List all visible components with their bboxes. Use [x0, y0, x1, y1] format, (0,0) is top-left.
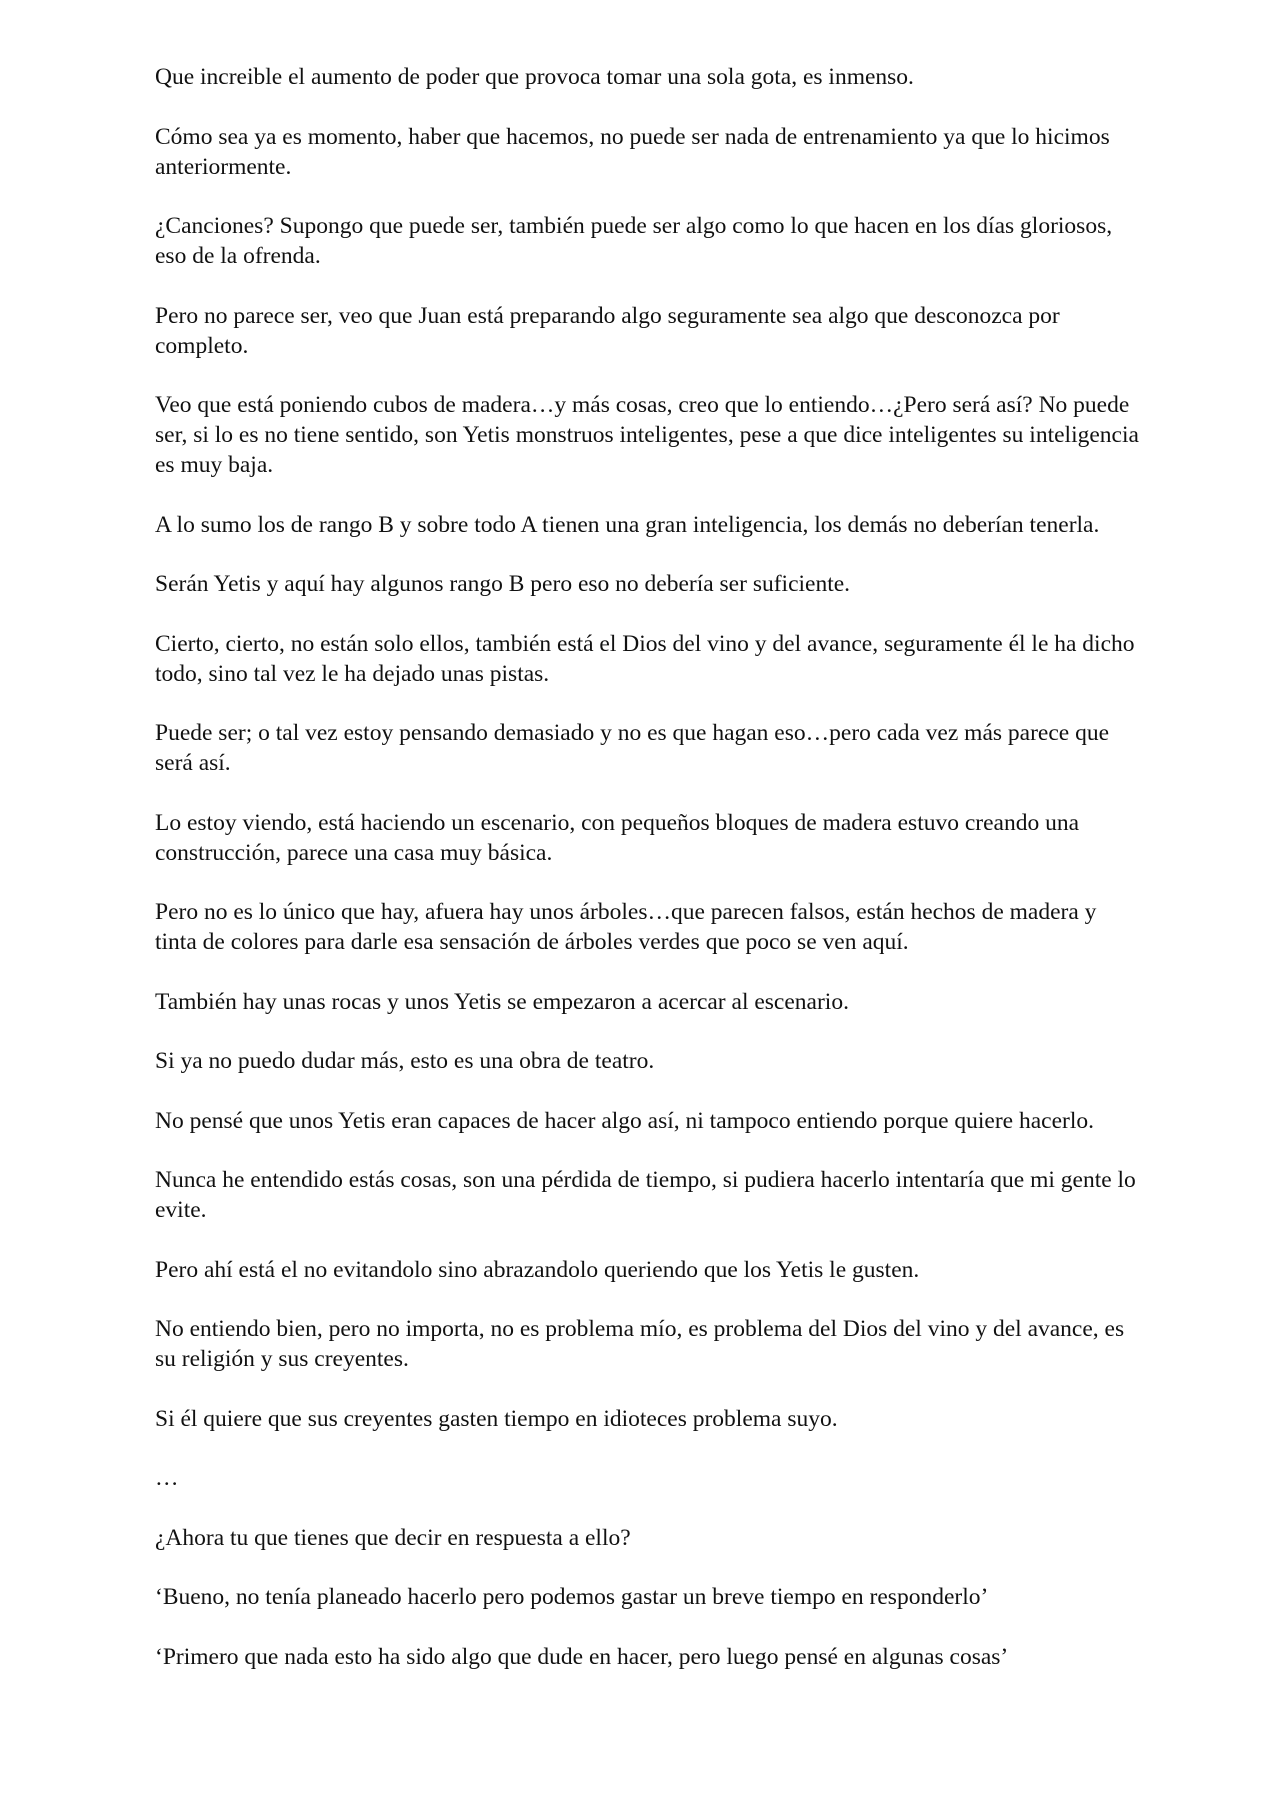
scene-break-ellipsis: … — [155, 1465, 179, 1491]
paragraph-3: ¿Canciones? Supongo que puede ser, también puede ser algo como lo que hacen en los días gloriosos, eso de la ofrenda. — [155, 213, 1113, 269]
paragraph-6: A lo sumo los de rango B y sobre todo A tienen una gran inteligencia, los demás no deberían tenerla. — [155, 511, 1100, 538]
paragraph-8: Cierto, cierto, no están solo ellos, también está el Dios del vino y del avance, seguramente él le ha dicho todo, sino tal vez le ha dejado unas pistas. — [155, 630, 1135, 687]
paragraph-4: Pero no parece ser, veo que Juan está preparando algo seguramente sea algo que desconozca por completo. — [155, 302, 1060, 359]
paragraph-10: Lo estoy viendo, está haciendo un escenario, con pequeños bloques de madera estuvo creando una construcción, parece una casa muy básica. — [155, 809, 1080, 866]
paragraph-21: ‘Bueno, no tenía planeado hacerlo pero podemos gastar un breve tiempo en responderlo’ — [155, 1584, 989, 1610]
paragraph-1: Que increible el aumento de poder que provoca tomar una sola gota, es inmenso. — [155, 64, 914, 90]
paragraph-18: Si él quiere que sus creyentes gasten tiempo en idioteces problema suyo. — [155, 1405, 838, 1432]
paragraph-11: Pero no es lo único que hay, afuera hay unos árboles…que parecen falsos, están hechos de madera y tinta de colores para darle esa sensación de árboles verdes que poco se ven aquí. — [155, 899, 1097, 955]
paragraph-14: No pensé que unos Yetis eran capaces de hacer algo así, ni tampoco entiendo porque quiere hacerlo. — [155, 1107, 1095, 1134]
paragraph-9: Puede ser; o tal vez estoy pensando demasiado y no es que hagan eso…pero cada vez más parece que será así. — [155, 720, 1109, 776]
paragraph-12: También hay unas rocas y unos Yetis se empezaron a acercar al escenario. — [155, 988, 849, 1015]
paragraph-16: Pero ahí está el no evitandolo sino abrazandolo queriendo que los Yetis le gusten. — [155, 1256, 920, 1283]
paragraph-13: Si ya no puedo dudar más, esto es una obra de teatro. — [155, 1048, 655, 1074]
document-page — [155, 62, 1140, 1701]
paragraph-20: ¿Ahora tu que tienes que decir en respuesta a ello? — [155, 1524, 631, 1551]
paragraph-7: Serán Yetis y aquí hay algunos rango B pero eso no debería ser suficiente. — [155, 571, 851, 597]
paragraph-2: Cómo sea ya es momento, haber que hacemos, no puede ser nada de entrenamiento ya que lo hicimos anteriormente. — [155, 123, 1110, 180]
paragraph-15: Nunca he entendido estás cosas, son una pérdida de tiempo, si pudiera hacerlo intentaría que mi gente lo evite. — [155, 1167, 1136, 1223]
paragraph-5: Veo que está poniendo cubos de madera…y más cosas, creo que lo entiendo…¿Pero será así? No puede ser, si lo es no tiene sentido, son Yetis monstruos inteligentes, pese a que dice inteligentes su inteligencia es muy baja. — [155, 392, 1139, 478]
paragraph-17: No entiendo bien, pero no importa, no es problema mío, es problema del Dios del vino y del avance, es su religión y sus creyentes. — [155, 1316, 1125, 1372]
paragraph-22: ‘Primero que nada esto ha sido algo que dude en hacer, pero luego pensé en algunas cosas’ — [155, 1643, 1009, 1670]
